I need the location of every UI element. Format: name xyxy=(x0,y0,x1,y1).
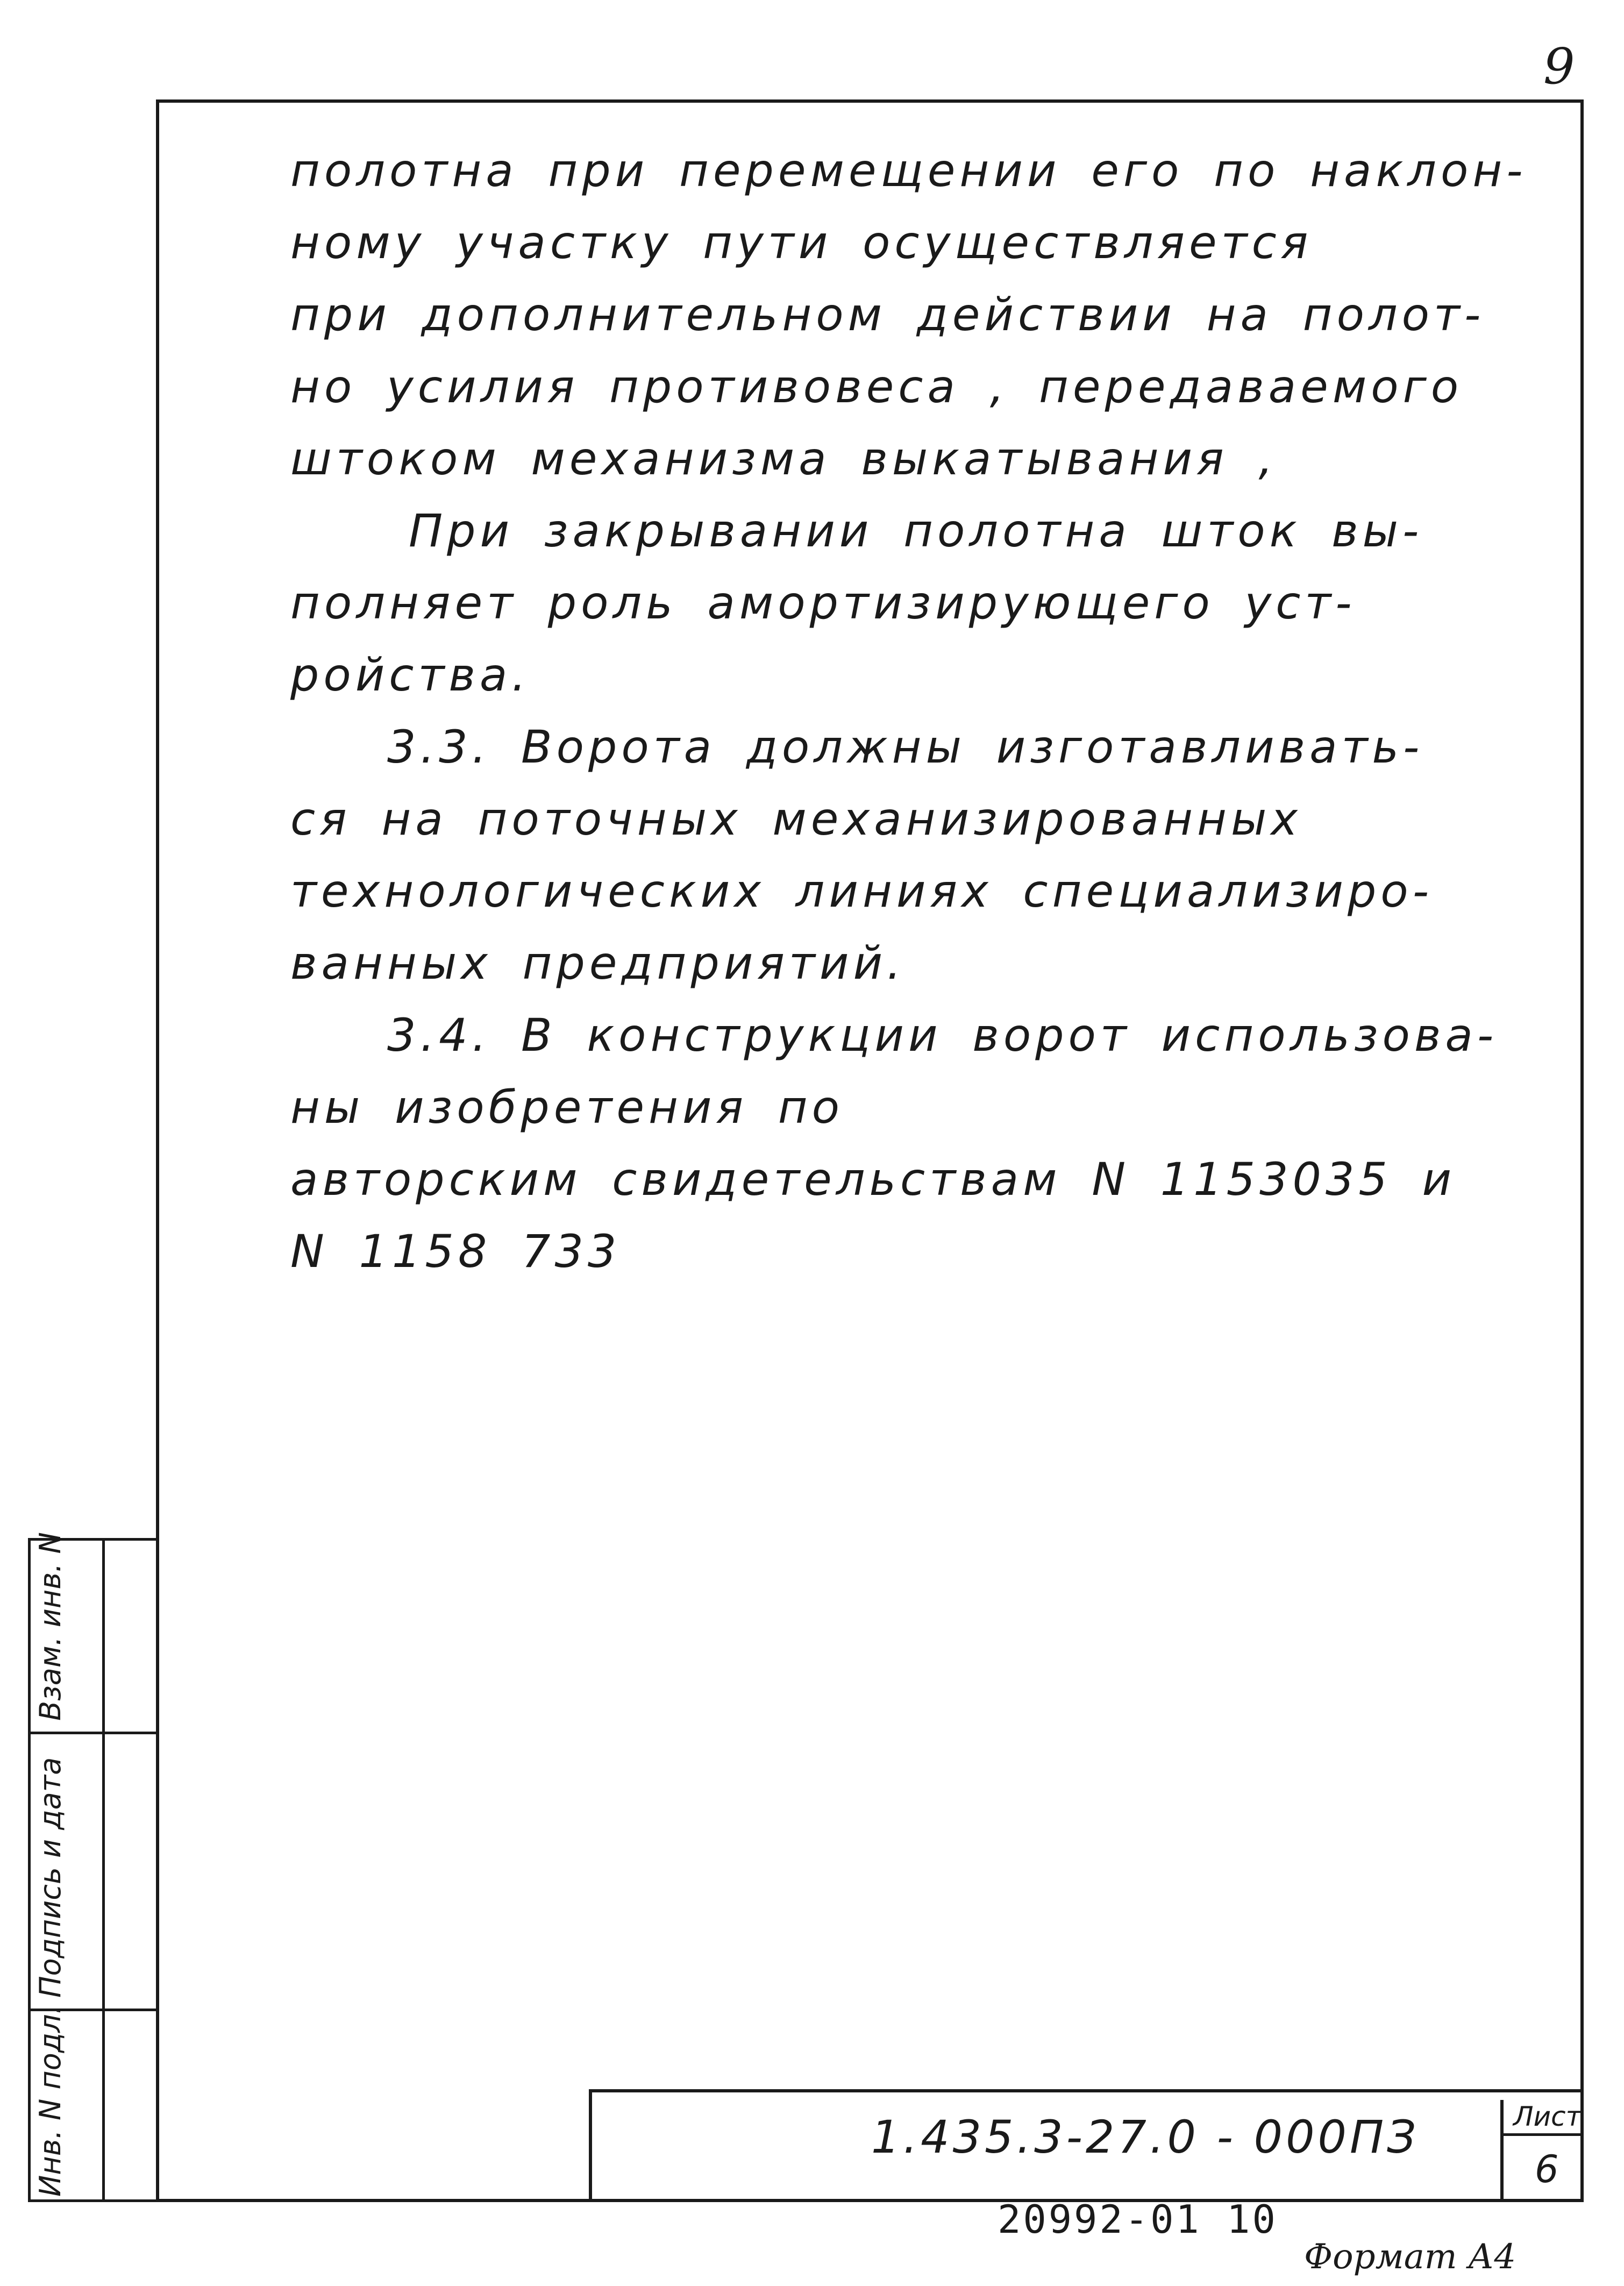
text-line: но усилия противовеса , передаваемого xyxy=(290,360,1463,413)
stamp-number: 20992-01 10 xyxy=(998,2197,1278,2242)
sheet-number: 6 xyxy=(1535,2147,1559,2191)
text-line: штоком механизма выкатывания , xyxy=(290,432,1278,485)
side-label-podpis-data: Подпись и дата xyxy=(33,1757,67,1998)
text-line: полняет роль амортизирующего уст- xyxy=(290,576,1356,629)
text-line: авторским свидетельствам N 1153035 и xyxy=(290,1153,1456,1206)
side-label-vzam-inv: Взам. инв. N xyxy=(33,1532,67,1721)
sheet-label: Лист xyxy=(1513,2101,1582,2132)
text-line: N 1158 733 xyxy=(290,1225,621,1278)
page-number: 9 xyxy=(1543,38,1575,95)
text-line: ному участку пути осуществляется xyxy=(290,216,1313,269)
text-line: ванных предприятий. xyxy=(290,937,906,989)
text-line: 3.4. В конструкции ворот использова- xyxy=(387,1009,1498,1062)
text-line: при дополнительном действии на полот- xyxy=(290,288,1485,341)
sheet-divider xyxy=(1504,2133,1584,2136)
text-line: ны изобретения по xyxy=(290,1081,844,1134)
side-label-inv-podl: Инв. N подл. xyxy=(33,2005,67,2197)
side-cell xyxy=(105,1541,156,1734)
text-line: полотна при перемещении его по наклон- xyxy=(290,144,1527,197)
text-line: 3.3. Ворота должны изготавливать- xyxy=(387,721,1424,773)
text-line: технологических линиях специализиро- xyxy=(290,865,1433,917)
text-line: При закрывании полотна шток вы- xyxy=(409,504,1423,557)
text-line: ройства. xyxy=(290,649,531,701)
text-line: ся на поточных механизированных xyxy=(290,793,1302,845)
side-value-column xyxy=(102,1538,159,2202)
document-code: 1.435.3-27.0 - 000ПЗ xyxy=(871,2111,1420,2163)
format-label: Формат А4 xyxy=(1304,2237,1516,2277)
sheet-box xyxy=(1500,2100,1584,2202)
body-text xyxy=(290,134,1559,1287)
side-cell xyxy=(105,1734,156,2011)
